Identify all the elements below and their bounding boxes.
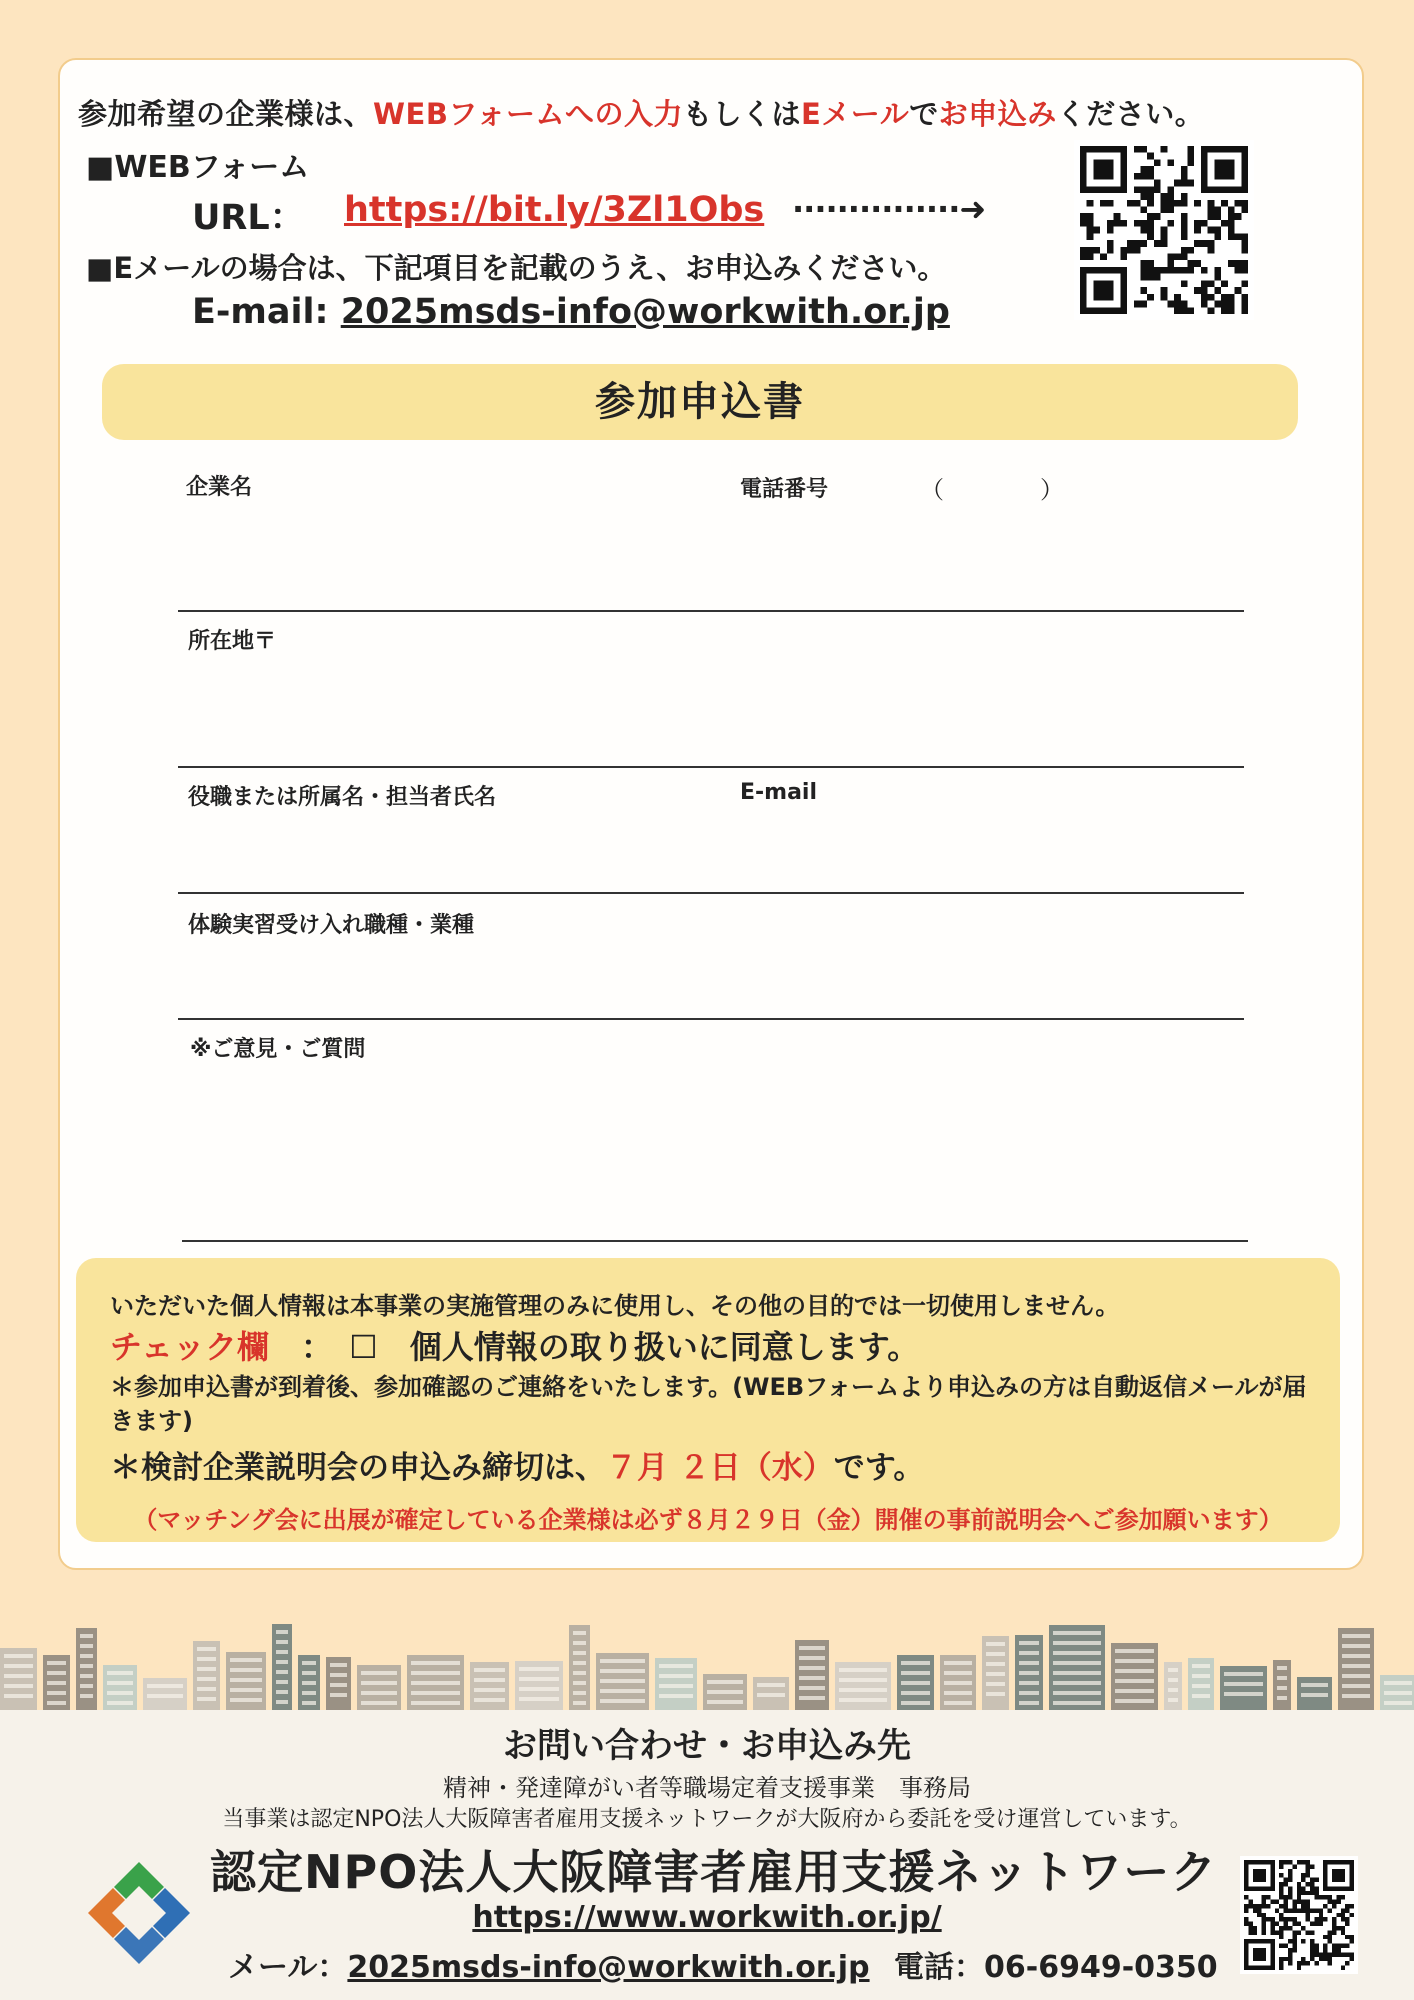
footer	[0, 1710, 1414, 2000]
check-colon: ：	[269, 1328, 350, 1366]
company-row-line[interactable]	[178, 610, 1244, 612]
intro-email: Eメール	[800, 97, 910, 131]
application-card	[58, 58, 1364, 1570]
email-label: E-mail:	[192, 292, 341, 332]
intro-web-form: WEBフォームへの入力	[373, 97, 683, 131]
comments-label: ※ご意見・ご質問	[190, 1037, 366, 1062]
dotted-arrow-icon: ···············➜	[792, 190, 986, 228]
consent-checkbox[interactable]: ☐	[349, 1328, 378, 1366]
notice-box	[76, 1258, 1340, 1542]
mail-label: メール：	[228, 1950, 348, 1985]
privacy-text: いただいた個人情報は本事業の実施管理のみに使用し、その他の目的では一切使用しません。	[110, 1292, 1120, 1320]
footer-mail-link[interactable]: 2025msds-info@workwith.or.jp	[347, 1950, 870, 1985]
footer-phone: 電話：06-6949-0350	[894, 1950, 1218, 1985]
company-name-label: 企業名	[186, 475, 253, 500]
address-row-line[interactable]	[178, 766, 1244, 768]
deadline-pre: ＊検討企業説明会の申込み締切は、	[110, 1450, 606, 1486]
address-label: 所在地〒	[188, 629, 277, 654]
city-skyline-illustration	[0, 1614, 1414, 1710]
qr-code-icon[interactable]	[1074, 140, 1254, 320]
matching-note: （マッチング会に出展が確定している企業様は必ず８月２９日（金）開催の事前説明会へご参加願います）	[133, 1506, 1283, 1534]
contact-title: お問い合わせ・お申込み先	[503, 1726, 911, 1766]
web-form-url-link[interactable]: https://bit.ly/3Zl1Obs	[344, 190, 765, 230]
commission-note: 当事業は認定NPO法人大阪障害者雇用支援ネットワークが大阪府から委託を受け運営しています。	[222, 1807, 1192, 1832]
intro-part: もしくは	[682, 97, 801, 131]
organization-logo-icon	[84, 1858, 194, 1968]
consent-text: 個人情報の取り扱いに同意します。	[377, 1328, 920, 1366]
email-line	[192, 292, 950, 332]
intro-part: 参加希望の企業様は、	[78, 97, 374, 131]
website-link[interactable]: https://www.workwith.or.jp/	[472, 1900, 942, 1935]
footer-mail	[228, 1942, 870, 1986]
deadline-text	[110, 1442, 924, 1487]
person-row-line[interactable]	[178, 892, 1244, 894]
email-field-label: E-mail	[740, 780, 818, 805]
project-name: 精神・発達障がい者等職場定着支援事業 事務局	[443, 1774, 971, 1802]
email-address-link[interactable]: 2025msds-info@workwith.or.jp	[340, 292, 950, 332]
deadline-date: ７月 ２日（水）	[606, 1450, 834, 1486]
phone-paren: （ ）	[920, 476, 1064, 504]
comments-row-line[interactable]	[182, 1240, 1248, 1242]
qr-code-icon[interactable]	[1240, 1856, 1358, 1974]
web-form-heading: ■WEBフォーム	[86, 150, 310, 185]
url-label: URL：	[192, 198, 305, 238]
check-label: チェック欄	[110, 1328, 270, 1366]
person-label: 役職または所属名・担当者氏名	[188, 785, 497, 810]
confirmation-text: ＊参加申込書が到着後、参加確認のご連絡をいたします。(WEBフォームより申込みの方は自動返信メールが届きます)	[110, 1373, 1307, 1435]
job-row-line[interactable]	[178, 1018, 1244, 1020]
intro-apply: お申込み	[938, 97, 1057, 131]
intro-part: で	[909, 97, 939, 131]
deadline-post: です。	[833, 1450, 925, 1486]
intro-text	[78, 92, 1204, 133]
consent-row	[110, 1322, 919, 1368]
job-type-label: 体験実習受け入れ職種・業種	[188, 913, 475, 938]
email-heading: ■Eメールの場合は、下記項目を記載のうえ、お申込みください。	[86, 251, 947, 285]
phone-label: 電話番号	[740, 477, 829, 502]
form-title: 参加申込書	[102, 364, 1298, 440]
organization-name: 認定NPO法人大阪障害者雇用支援ネットワーク	[210, 1845, 1218, 1899]
intro-part: ください。	[1056, 97, 1205, 131]
